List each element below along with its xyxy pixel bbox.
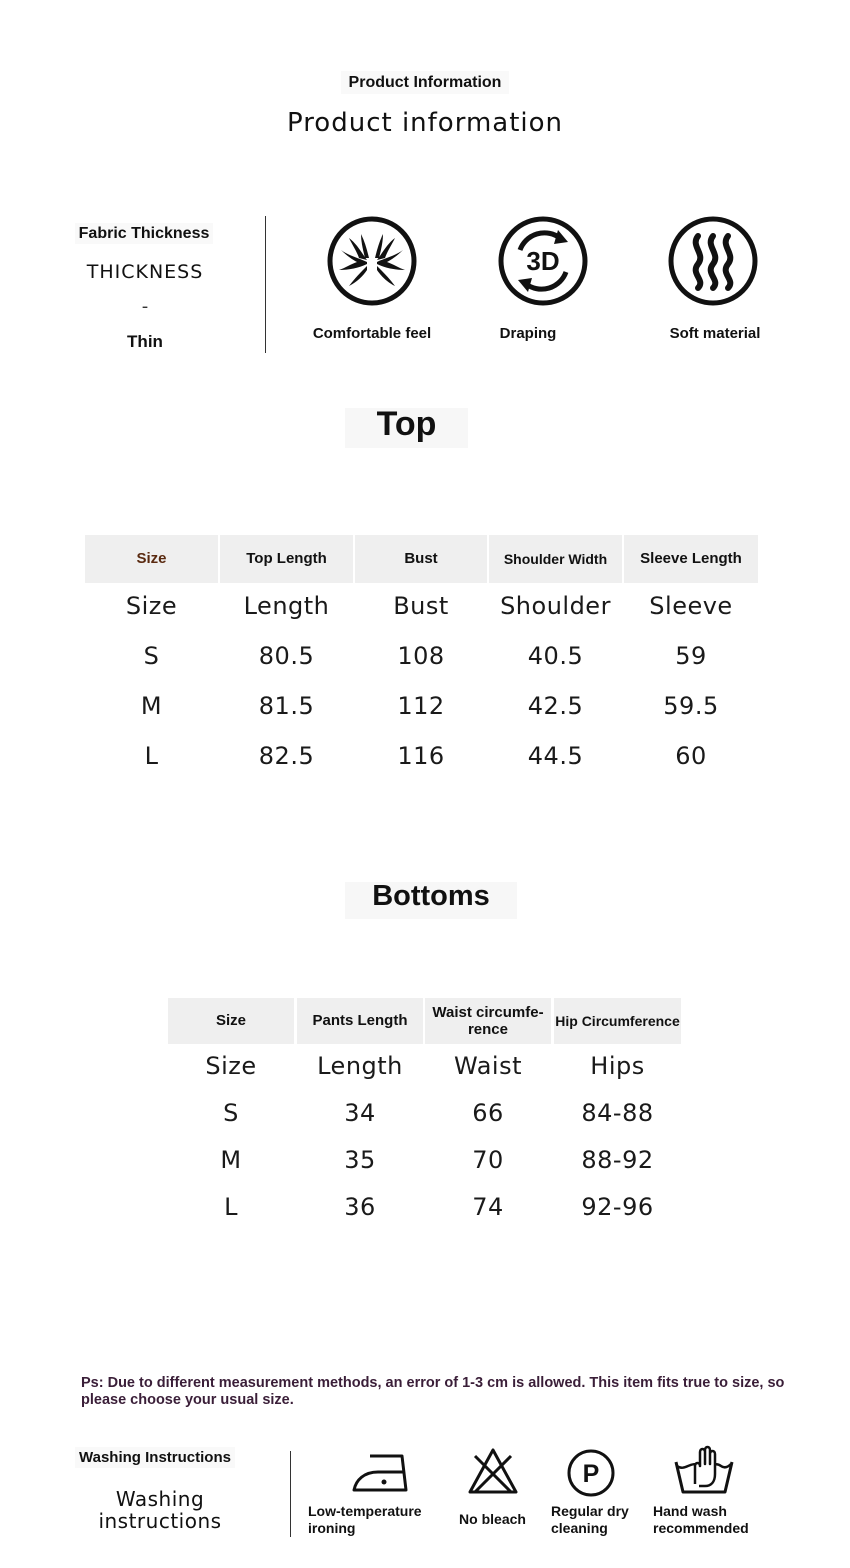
care-label-hand-wash-line1: Hand wash — [653, 1503, 727, 1519]
bottoms-cell: 92-96 — [581, 1193, 654, 1221]
top-cell: 82.5 — [258, 742, 315, 770]
washing-subtitle-line2: instructions — [98, 1508, 222, 1533]
care-label-dry-clean-line1: Regular dry — [551, 1503, 629, 1519]
svg-text:P: P — [582, 1460, 600, 1488]
top-cell: 42.5 — [527, 692, 584, 720]
feature-label-draping: Draping — [499, 325, 557, 342]
top-header-size: Size — [85, 535, 218, 583]
top-cell: 59 — [675, 642, 707, 670]
bottoms-sub-waist: Waist — [454, 1052, 522, 1080]
top-header-shoulder: Shoulder Width — [489, 535, 622, 583]
care-label-hand-wash — [653, 1503, 773, 1537]
top-cell: 80.5 — [258, 642, 315, 670]
top-cell: 81.5 — [258, 692, 315, 720]
bottoms-cell: S — [223, 1099, 239, 1127]
washing-instructions-label: Washing Instructions — [75, 1449, 235, 1466]
top-section-title: Top — [376, 405, 437, 443]
svg-text:3D: 3D — [526, 246, 560, 276]
no-bleach-icon — [467, 1446, 519, 1496]
bottoms-sub-hips: Hips — [590, 1052, 645, 1080]
bottoms-cell: M — [220, 1146, 242, 1174]
bottoms-cell: 70 — [472, 1146, 504, 1174]
bottoms-header-hip: Hip Circumference — [554, 998, 681, 1044]
comfort-hands-icon — [327, 216, 417, 306]
care-label-hand-wash-line2: recommended — [653, 1519, 749, 1536]
bottoms-cell: L — [224, 1193, 238, 1221]
bottoms-cell: 84-88 — [581, 1099, 654, 1127]
feature-label-comfort: Comfortable feel — [312, 325, 432, 342]
washing-divider — [290, 1451, 291, 1537]
bottoms-header-length: Pants Length — [297, 998, 423, 1044]
soft-waves-icon — [668, 216, 758, 306]
top-cell: 116 — [397, 742, 445, 770]
bottoms-cell: 66 — [472, 1099, 504, 1127]
top-header-sleeve: Sleeve Length — [624, 535, 758, 583]
product-info-label: Product Information — [0, 74, 850, 92]
care-label-dry-clean-line2: cleaning — [551, 1519, 608, 1536]
washing-subtitle-line1: Washing — [115, 1487, 205, 1511]
thickness-value: Thin — [127, 332, 163, 351]
care-label-iron-line1: Low-temperature — [308, 1503, 422, 1519]
top-cell: 60 — [675, 742, 707, 770]
care-label-iron-line2: ironing — [308, 1519, 356, 1536]
washing-instructions-subtitle — [80, 1489, 240, 1532]
thickness-dash: - — [141, 296, 149, 317]
measurement-note: Ps: Due to different measurement methods, an error of 1-3 cm is allowed. This item fits true to size, so please choose your usual size. — [81, 1375, 785, 1409]
bottoms-header-size: Size — [168, 998, 294, 1044]
top-cell: 40.5 — [527, 642, 584, 670]
top-cell: S — [143, 642, 160, 670]
thickness-word: THICKNESS — [86, 261, 204, 283]
top-cell: 44.5 — [527, 742, 584, 770]
bottoms-cell: 36 — [344, 1193, 376, 1221]
bottoms-sub-size: Size — [205, 1052, 257, 1080]
fabric-divider — [265, 216, 266, 353]
bottoms-cell: 34 — [344, 1099, 376, 1127]
care-label-iron — [308, 1503, 438, 1537]
top-sub-size: Size — [125, 592, 178, 620]
product-info-title: Product information — [286, 108, 564, 138]
top-sub-bust: Bust — [393, 592, 449, 620]
top-cell: 108 — [397, 642, 445, 670]
hand-wash-icon — [673, 1444, 735, 1496]
top-cell: L — [144, 742, 159, 770]
dry-clean-icon — [566, 1448, 616, 1498]
bottoms-cell: 88-92 — [581, 1146, 654, 1174]
fabric-thickness-label: Fabric Thickness — [70, 225, 218, 243]
iron-icon — [350, 1450, 412, 1496]
bottoms-header-waist: Waist circumfe- rence — [425, 998, 551, 1044]
top-header-bust: Bust — [355, 535, 487, 583]
bottoms-section-title: Bottoms — [372, 880, 490, 912]
top-sub-shoulder: Shoulder — [500, 592, 611, 620]
top-cell: 112 — [397, 692, 445, 720]
top-header-length: Top Length — [220, 535, 353, 583]
top-cell: 59.5 — [663, 692, 719, 720]
feature-label-soft: Soft material — [669, 325, 761, 342]
bottoms-cell: 35 — [344, 1146, 376, 1174]
top-sub-length: Length — [243, 592, 330, 620]
bottoms-sub-length: Length — [317, 1052, 403, 1080]
bottoms-cell: 74 — [472, 1193, 504, 1221]
care-label-dry-clean — [551, 1503, 661, 1537]
3d-drape-icon — [498, 216, 588, 306]
top-sub-sleeve: Sleeve — [649, 592, 733, 620]
top-cell: M — [140, 692, 163, 720]
care-label-no-bleach: No bleach — [459, 1511, 526, 1527]
